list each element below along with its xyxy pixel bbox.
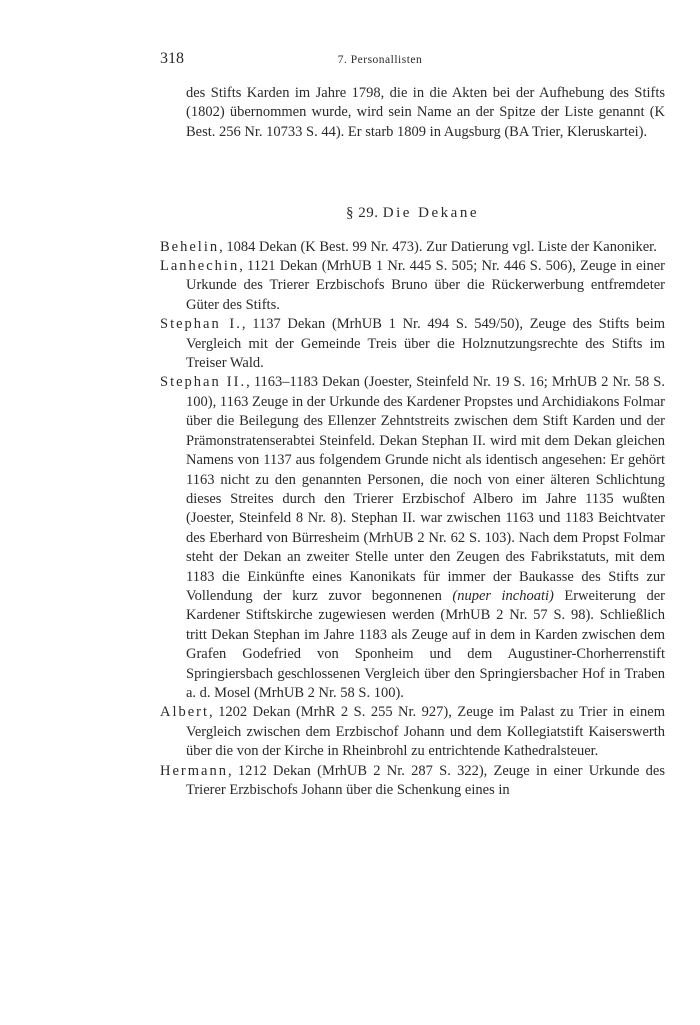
section-title: Die Dekane — [382, 205, 479, 222]
list-item — [160, 762, 665, 801]
entry-name: Behelin — [160, 238, 220, 255]
entry-name: Stephan I. — [160, 316, 242, 333]
continuation-paragraph: des Stifts Karden im Jahre 1798, die in die Akten bei der Aufhebung des Stifts (1802) übernommen wurde, wird sein Name an der Spitze der Liste genannt (K Best. 256 Nr. 10733 S. 44). Er starb 1809 in Augsburg (BA Trier, Kleruskartei). — [186, 85, 665, 140]
entry-text-continued: Erweiterung der Kardener Stiftskirche zugewiesen werden (MrhUB 2 Nr. 57 S. 98). Schließlich tritt Dekan Stephan im Jahre 1183 als Zeuge auf in dem in Karden zwischen dem Grafen Godefried von Sponheim und dem Augustiner-Chorherrenstift Springiersbach geschlossenen Vergleich über den Springiersbacher Hof in Traben a. d. Mosel (MrhUB 2 Nr. 58 S. 100). — [186, 587, 665, 701]
list-item — [160, 257, 665, 315]
list-item — [160, 315, 665, 373]
entry-text: , 1202 Dekan (MrhR 2 S. 255 Nr. 927), Zeuge im Palast zu Trier in einem Vergleich zwischen dem Erzbischof Johann und dem Kollegiatstift Kaiserswerth über die von der Kirche in Rheinbrohl zu entrichtende Kathedralsteuer. — [186, 704, 665, 760]
entry-text: , 1084 Dekan (K Best. 99 Nr. 473). Zur Datierung vgl. Liste der Kanoniker. — [219, 238, 657, 255]
section-heading — [160, 204, 665, 223]
entry-italic-text: (nuper inchoati) — [452, 587, 554, 604]
entry-name: Albert — [160, 704, 210, 721]
body-text — [160, 84, 665, 800]
entry-text: , 1212 Dekan (MrhUB 2 Nr. 287 S. 322), Zeuge in einer Urkunde des Trierer Erzbischofs Johann über die Schenkung eines in — [186, 762, 665, 798]
list-item — [160, 703, 665, 761]
entry-text: , 1121 Dekan (MrhUB 1 Nr. 445 S. 505; Nr. 446 S. 506), Zeuge in einer Urkunde des Trierer Erzbischofs Bruno über die Rückerwerbung entfremdeter Güter des Stifts. — [186, 258, 665, 313]
section-number: § 29. — [346, 205, 379, 222]
page-number: 318 — [160, 50, 184, 67]
running-head: 7. Personallisten — [337, 54, 423, 66]
entry-name: Lanhechin — [160, 258, 240, 275]
entry-text: , 1137 Dekan (MrhUB 1 Nr. 494 S. 549/50), Zeuge des Stifts beim Vergleich mit der Gemeinde Treis über die Holznutzungsrechte des Stifts im Treiser Wald. — [186, 316, 666, 372]
list-item — [160, 373, 665, 703]
entry-name: Hermann — [160, 762, 228, 779]
entry-name: Stephan II. — [160, 374, 247, 391]
entry-text: , 1163–1183 Dekan (Joester, Steinfeld Nr. 19 S. 16; MrhUB 2 Nr. 58 S. 100), 1163 Zeuge in der Urkunde des Kardener Propstes und Archidiakons Folmar über die Beilegung des Ellenzer Zehntstreits zwischen dem Stift Karden und der Prämonstratenserabtei Steinfeld. Dekan Stephan II. wird mit dem Dekan gleichen Namens von 1137 aus folgendem Grunde nicht als identisch angesehen: Er gehört 1163 nicht zu den genannten Personen, die noch von einer älteren Schlichtung dieses Streites durch den Trierer Erzbischof Albero im Jahre 1135 wußten (Joester, Steinfeld 8 Nr. 8). Stephan II. war zwischen 1163 und 1183 Beichtvater des Eberhard von Bürresheim (MrhUB 2 Nr. 62 S. 103). Nach dem Propst Folmar steht der Dekan an zweiter Stelle unter den Zeugen des Fabrikstatuts, mit dem 1183 die Einkünfte eines Kanonikats für immer der Baukasse des Stifts zur Vollendung der kurz zuvor begonnenen — [186, 374, 665, 604]
list-item — [160, 238, 665, 257]
